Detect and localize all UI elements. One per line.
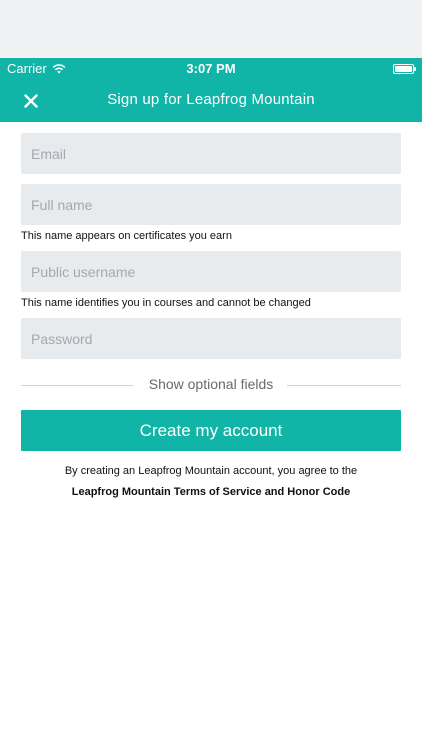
full-name-input[interactable] bbox=[21, 184, 401, 225]
show-optional-fields-button[interactable]: Show optional fields bbox=[148, 376, 274, 392]
nav-title: Sign up for Leapfrog Mountain bbox=[107, 91, 315, 108]
nav-bar bbox=[0, 80, 422, 122]
top-band bbox=[0, 0, 422, 58]
agreement-text: By creating an Leapfrog Mountain account, you agree to the bbox=[64, 465, 358, 477]
carrier-label: Carrier bbox=[7, 61, 47, 76]
status-bar bbox=[0, 58, 422, 80]
battery-icon bbox=[393, 64, 414, 74]
status-time: 3:07 PM bbox=[186, 61, 236, 76]
create-account-button[interactable]: Create my account bbox=[21, 410, 401, 451]
optional-fields-row bbox=[21, 375, 401, 395]
username-hint: This name identifies you in courses and cannot be changed bbox=[21, 297, 311, 309]
divider-line-right bbox=[287, 385, 401, 386]
password-input[interactable] bbox=[21, 318, 401, 359]
public-username-input[interactable] bbox=[21, 251, 401, 292]
full-name-hint: This name appears on certificates you earn bbox=[21, 230, 232, 242]
email-input[interactable] bbox=[21, 133, 401, 174]
terms-of-service-link[interactable]: Leapfrog Mountain Terms of Service and Honor Code bbox=[71, 486, 351, 498]
